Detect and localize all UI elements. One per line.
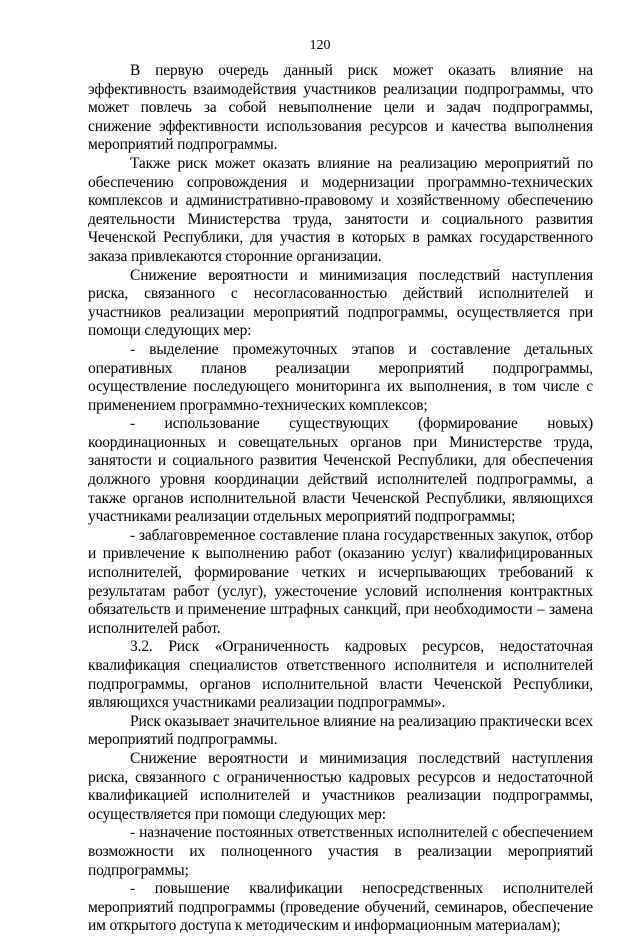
list-item-intermediate-stages: - выделение промежуточных этапов и составление детальных оперативных планов реализации мероприятий подпрограммы, осуществление последующего мониторинга их выполнения, в том числе с применением программно-технических комплексов; (88, 340, 593, 414)
paragraph-risk-3-2-title: 3.2. Риск «Ограниченность кадровых ресурсов, недостаточная квалификация специалистов ответственного исполнителя и исполнителей подпрограммы, органов исполнительной власти Чеченской Республики, являющихся участниками реализации подпрограммы». (88, 638, 593, 712)
page-number: 120 (309, 38, 331, 53)
list-item-qualification: - повышение квалификации непосредственных исполнителей мероприятий подпрограммы (проведение обучений, семинаров, обеспечение им открытого доступа к методическим и информационным материалам); (88, 880, 593, 935)
paragraph-risk-outsourcing: Также риск может оказать влияние на реализацию мероприятий по обеспечению сопровождения и модернизации программно-технических комплексов и административно-правовому и хозяйственному обеспечению деятельности Министерства труда, занятости и социального развития Чеченской Республики, для участия в которых в рамках государственного заказа привлекаются сторонние организации. (88, 154, 593, 265)
paragraph-mitigation-intro: Снижение вероятности и минимизация последствий наступления риска, связанного с несогласованностью действий исполнителей и участников реализации мероприятий подпрограммы, осуществляется при помощи следующих мер: (88, 266, 593, 340)
paragraph-risk-significance: Риск оказывает значительное влияние на реализацию практически всех мероприятий подпрограммы. (88, 712, 593, 749)
document-body (88, 62, 593, 936)
paragraph-mitigation-intro-2: Снижение вероятности и минимизация последствий наступления риска, связанного с ограниченностью кадровых ресурсов и недостаточной квалификацией исполнителей и участников реализации подпрограммы, осуществляется при помощи следующих мер: (88, 749, 593, 823)
list-item-coordination-bodies: - использование существующих (формирование новых) координационных и совещательных органов при Министерстве труда, занятости и социального развития Чеченской Республики, для обеспечения должного уровня координации действий исполнителей подпрограммы, а также органов исполнительной власти Чеченской Республики, являющихся участниками реализации отдельных мероприятий подпрограммы; (88, 415, 593, 526)
list-item-procurement-plan: - заблаговременное составление плана государственных закупок, отбор и привлечение к выполнению работ (оказанию услуг) квалифицированных исполнителей, формирование четких и исчерпывающих требований к результатам работ (услуг), ужесточение условий исполнения контрактных обязательств и применение штрафных санкций, при необходимости – замена исполнителей работ. (88, 526, 593, 637)
list-item-permanent-executors: - назначение постоянных ответственных исполнителей с обеспечением возможности их полноценного участия в реализации мероприятий подпрограммы; (88, 824, 593, 879)
paragraph-risk-impact: В первую очередь данный риск может оказать влияние на эффективность взаимодействия участников реализации подпрограммы, что может повлечь за собой невыполнение цели и задач подпрограммы, снижение эффективности использования ресурсов и качества выполнения мероприятий подпрограммы. (88, 62, 593, 154)
